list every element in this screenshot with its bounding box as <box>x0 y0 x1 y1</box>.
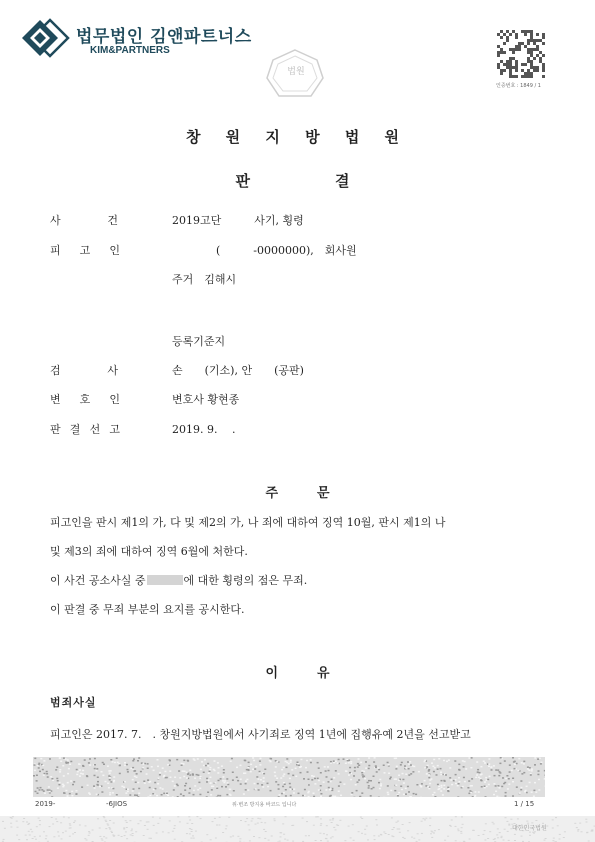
label-sentence-date: 판 결 선 고 <box>50 423 120 436</box>
residence-value: 주거 김해시 <box>172 273 237 286</box>
defendant-value: ( -0000000), 회사원 <box>172 244 357 257</box>
order-line-1: 피고인을 판시 제1의 가, 다 및 제2의 가, 나 죄에 대하여 징역 10월, 판시 제1의 나 <box>50 516 446 529</box>
bottom-scan-band <box>0 816 595 842</box>
prosecutor-value: 손 (기소), 안 (공판) <box>172 364 304 377</box>
page-number: 1 / 15 <box>514 800 535 808</box>
label-prosecutor: 검 사 <box>50 364 118 377</box>
crime-facts-heading: 범죄사실 <box>50 696 97 709</box>
court-name: 창 원 지 방 법 원 <box>185 128 410 146</box>
qr-caption: 인증번호 : 1849 / 1 <box>496 83 541 89</box>
footer-left-code: 2019- <box>35 800 56 808</box>
registration-value: 등록기준지 <box>172 335 226 348</box>
order-line-4: 이 판결 중 무죄 부분의 요지를 공시한다. <box>50 603 245 616</box>
counsel-value: 변호사 황현종 <box>172 393 240 406</box>
crime-facts-text: 피고인은 2017. 7. . 창원지방법원에서 사기죄로 징역 1년에 집행유예 2년을 선고받고 <box>50 728 471 741</box>
document-type: 판 결 <box>235 172 360 190</box>
order-heading: 주 문 <box>265 486 330 501</box>
order-line-3: 이 사건 공소사실 중 에 대한 횡령의 점은 무죄. <box>50 574 308 587</box>
firm-name-korean: 법무법인 김앤파트너스 <box>76 27 252 47</box>
label-counsel: 변 호 인 <box>50 393 120 406</box>
order-line-2: 및 제3의 죄에 대하여 징역 6월에 처한다. <box>50 545 248 558</box>
qr-code-icon[interactable] <box>497 30 545 78</box>
court-seal-label: 법원 <box>287 67 305 77</box>
security-barcode-band <box>33 757 545 797</box>
label-case: 사 건 <box>50 214 118 227</box>
footer-notice: 위·변조 방지용 바코드 입니다 <box>232 802 297 808</box>
kim-partners-logo-icon <box>20 18 70 58</box>
sentence-date-value: 2019. 9. . <box>172 423 236 436</box>
issuer-label: 대한민국법원 <box>512 825 547 832</box>
reason-heading: 이 유 <box>265 666 330 681</box>
case-value: 2019고단 사기, 횡령 <box>172 214 304 227</box>
redacted-block <box>147 575 183 585</box>
firm-name-english: KIM&PARTNERS <box>90 45 170 56</box>
label-defendant: 피 고 인 <box>50 244 120 257</box>
footer-case-code: -6JIOS <box>106 800 128 808</box>
